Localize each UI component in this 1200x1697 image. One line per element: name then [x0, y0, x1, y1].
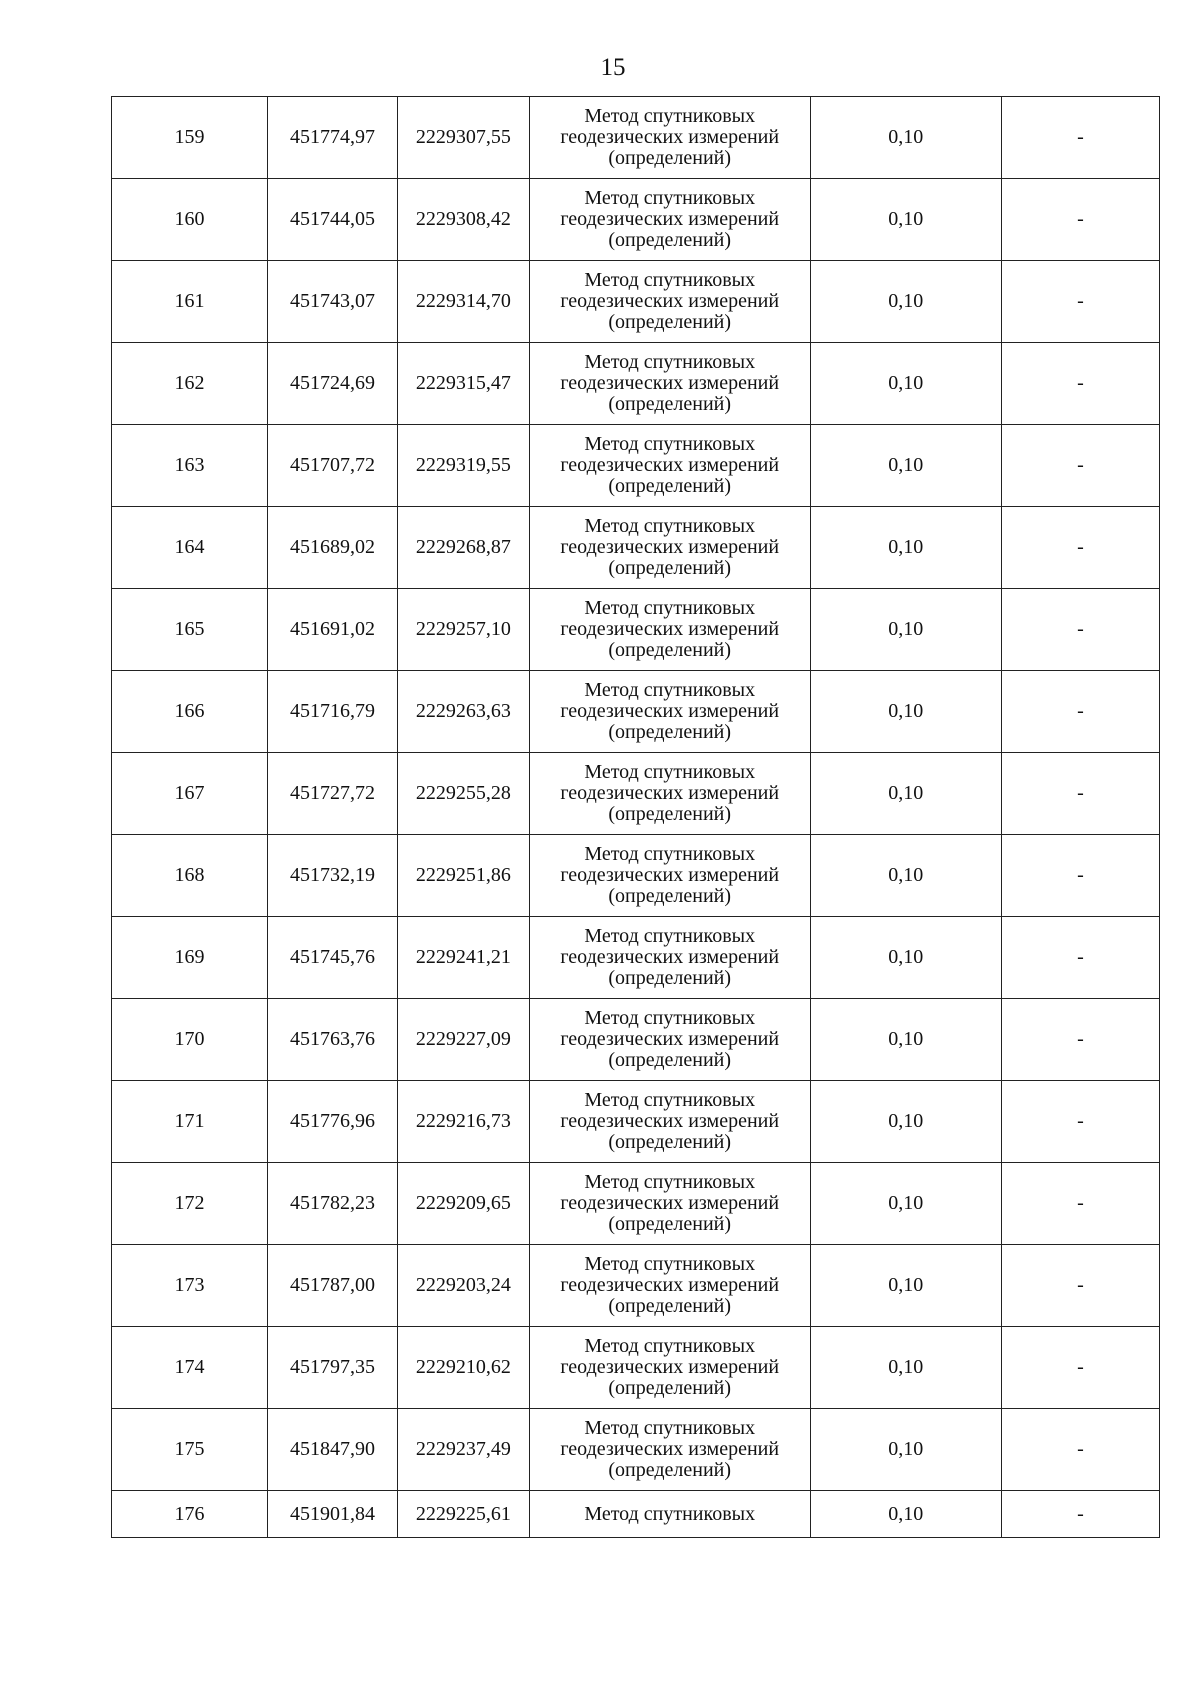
method-line: геодезических измерений [560, 1110, 780, 1132]
note-cell: - [1001, 999, 1159, 1081]
method-line: Метод спутниковых [584, 597, 756, 619]
point-number-cell: 175 [112, 1409, 268, 1491]
method-cell [529, 917, 810, 999]
y-coordinate-cell: 2229263,63 [397, 671, 529, 753]
y-coordinate-cell: 2229209,65 [397, 1163, 529, 1245]
y-coordinate-cell: 2229210,62 [397, 1327, 529, 1409]
x-coordinate-cell: 451716,79 [268, 671, 398, 753]
accuracy-cell: 0,10 [810, 753, 1001, 835]
accuracy-cell: 0,10 [810, 261, 1001, 343]
method-cell [529, 179, 810, 261]
y-coordinate-cell: 2229225,61 [397, 1491, 529, 1538]
note-cell: - [1001, 1327, 1159, 1409]
note-cell: - [1001, 179, 1159, 261]
y-coordinate-cell: 2229216,73 [397, 1081, 529, 1163]
accuracy-cell: 0,10 [810, 179, 1001, 261]
x-coordinate-cell: 451743,07 [268, 261, 398, 343]
point-number-cell: 160 [112, 179, 268, 261]
method-cell [529, 589, 810, 671]
point-number-cell: 159 [112, 97, 268, 179]
x-coordinate-cell: 451774,97 [268, 97, 398, 179]
table-row [112, 1409, 1160, 1491]
x-coordinate-cell: 451724,69 [268, 343, 398, 425]
method-line: (определений) [608, 147, 732, 169]
method-cell [529, 261, 810, 343]
method-line: геодезических измерений [560, 372, 780, 394]
note-cell: - [1001, 1081, 1159, 1163]
table-row [112, 753, 1160, 835]
note-cell: - [1001, 507, 1159, 589]
point-number-cell: 171 [112, 1081, 268, 1163]
x-coordinate-cell: 451776,96 [268, 1081, 398, 1163]
table-row [112, 97, 1160, 179]
accuracy-cell: 0,10 [810, 1163, 1001, 1245]
note-cell: - [1001, 1491, 1159, 1538]
y-coordinate-cell: 2229257,10 [397, 589, 529, 671]
y-coordinate-cell: 2229251,86 [397, 835, 529, 917]
method-line: Метод спутниковых [584, 843, 756, 865]
method-line: (определений) [608, 1049, 732, 1071]
method-line: геодезических измерений [560, 1438, 780, 1460]
table-row [112, 425, 1160, 507]
point-number-cell: 173 [112, 1245, 268, 1327]
x-coordinate-cell: 451744,05 [268, 179, 398, 261]
table-row [112, 261, 1160, 343]
method-line: геодезических измерений [560, 536, 780, 558]
x-coordinate-cell: 451689,02 [268, 507, 398, 589]
method-cell [529, 1245, 810, 1327]
method-line: геодезических измерений [560, 1274, 780, 1296]
method-line: Метод спутниковых [584, 1335, 756, 1357]
table-row [112, 1327, 1160, 1409]
table-row [112, 917, 1160, 999]
point-number-cell: 169 [112, 917, 268, 999]
point-number-cell: 161 [112, 261, 268, 343]
accuracy-cell: 0,10 [810, 835, 1001, 917]
y-coordinate-cell: 2229241,21 [397, 917, 529, 999]
page-number: 15 [600, 54, 626, 81]
method-line: (определений) [608, 475, 732, 497]
note-cell: - [1001, 753, 1159, 835]
y-coordinate-cell: 2229314,70 [397, 261, 529, 343]
note-cell: - [1001, 343, 1159, 425]
method-line: Метод спутниковых [584, 1089, 756, 1111]
point-number-cell: 162 [112, 343, 268, 425]
x-coordinate-cell: 451727,72 [268, 753, 398, 835]
method-line: (определений) [608, 1295, 732, 1317]
x-coordinate-cell: 451847,90 [268, 1409, 398, 1491]
method-line: геодезических измерений [560, 208, 780, 230]
accuracy-cell: 0,10 [810, 507, 1001, 589]
x-coordinate-cell: 451787,00 [268, 1245, 398, 1327]
point-number-cell: 165 [112, 589, 268, 671]
method-line: геодезических измерений [560, 290, 780, 312]
y-coordinate-cell: 2229203,24 [397, 1245, 529, 1327]
table-row [112, 1491, 1160, 1538]
point-number-cell: 164 [112, 507, 268, 589]
method-cell [529, 343, 810, 425]
note-cell: - [1001, 917, 1159, 999]
point-number-cell: 176 [112, 1491, 268, 1538]
method-line: Метод спутниковых [584, 1253, 756, 1275]
point-number-cell: 167 [112, 753, 268, 835]
x-coordinate-cell: 451691,02 [268, 589, 398, 671]
method-line: Метод спутниковых [584, 1417, 756, 1439]
method-line: Метод спутниковых [584, 269, 756, 291]
y-coordinate-cell: 2229227,09 [397, 999, 529, 1081]
method-line: (определений) [608, 639, 732, 661]
accuracy-cell: 0,10 [810, 1327, 1001, 1409]
method-line: (определений) [608, 393, 732, 415]
table-row [112, 507, 1160, 589]
table-row [112, 835, 1160, 917]
table-row [112, 1163, 1160, 1245]
method-line: Метод спутниковых [584, 761, 756, 783]
method-line: (определений) [608, 1131, 732, 1153]
note-cell: - [1001, 1409, 1159, 1491]
accuracy-cell: 0,10 [810, 97, 1001, 179]
point-number-cell: 166 [112, 671, 268, 753]
y-coordinate-cell: 2229237,49 [397, 1409, 529, 1491]
accuracy-cell: 0,10 [810, 999, 1001, 1081]
y-coordinate-cell: 2229308,42 [397, 179, 529, 261]
method-line: Метод спутниковых [584, 925, 756, 947]
y-coordinate-cell: 2229319,55 [397, 425, 529, 507]
method-line: (определений) [608, 311, 732, 333]
note-cell: - [1001, 261, 1159, 343]
method-line: геодезических измерений [560, 1192, 780, 1214]
accuracy-cell: 0,10 [810, 917, 1001, 999]
method-cell [529, 671, 810, 753]
table-row [112, 343, 1160, 425]
y-coordinate-cell: 2229268,87 [397, 507, 529, 589]
x-coordinate-cell: 451763,76 [268, 999, 398, 1081]
point-number-cell: 174 [112, 1327, 268, 1409]
method-cell [529, 1081, 810, 1163]
table-row [112, 1081, 1160, 1163]
method-cell [529, 425, 810, 507]
x-coordinate-cell: 451797,35 [268, 1327, 398, 1409]
method-cell: Метод спутниковых [529, 1491, 810, 1538]
accuracy-cell: 0,10 [810, 1245, 1001, 1327]
method-line: (определений) [608, 967, 732, 989]
method-line: геодезических измерений [560, 1028, 780, 1050]
x-coordinate-cell: 451707,72 [268, 425, 398, 507]
accuracy-cell: 0,10 [810, 425, 1001, 507]
method-line: Метод спутниковых [584, 351, 756, 373]
note-cell: - [1001, 425, 1159, 507]
accuracy-cell: 0,10 [810, 343, 1001, 425]
method-line: (определений) [608, 1459, 732, 1481]
x-coordinate-cell: 451782,23 [268, 1163, 398, 1245]
method-cell [529, 999, 810, 1081]
method-line: Метод спутниковых [584, 1007, 756, 1029]
table-row [112, 1245, 1160, 1327]
coordinates-table-body [112, 97, 1160, 1538]
y-coordinate-cell: 2229255,28 [397, 753, 529, 835]
method-line: (определений) [608, 1213, 732, 1235]
point-number-cell: 170 [112, 999, 268, 1081]
method-line: геодезических измерений [560, 1356, 780, 1378]
method-line: Метод спутниковых [584, 105, 756, 127]
note-cell: - [1001, 589, 1159, 671]
accuracy-cell: 0,10 [810, 671, 1001, 753]
method-line: геодезических измерений [560, 126, 780, 148]
method-cell [529, 753, 810, 835]
y-coordinate-cell: 2229315,47 [397, 343, 529, 425]
coordinates-table [111, 96, 1160, 1538]
table-row [112, 671, 1160, 753]
accuracy-cell: 0,10 [810, 589, 1001, 671]
x-coordinate-cell: 451732,19 [268, 835, 398, 917]
method-line: Метод спутниковых [584, 515, 756, 537]
accuracy-cell: 0,10 [810, 1491, 1001, 1538]
note-cell: - [1001, 671, 1159, 753]
method-cell [529, 835, 810, 917]
x-coordinate-cell: 451901,84 [268, 1491, 398, 1538]
note-cell: - [1001, 835, 1159, 917]
method-line: геодезических измерений [560, 946, 780, 968]
method-line: геодезических измерений [560, 618, 780, 640]
method-line: Метод спутниковых [584, 433, 756, 455]
method-cell [529, 507, 810, 589]
method-line: геодезических измерений [560, 454, 780, 476]
method-line: геодезических измерений [560, 782, 780, 804]
table-row [112, 589, 1160, 671]
method-line: Метод спутниковых [584, 679, 756, 701]
accuracy-cell: 0,10 [810, 1081, 1001, 1163]
x-coordinate-cell: 451745,76 [268, 917, 398, 999]
method-cell [529, 1163, 810, 1245]
y-coordinate-cell: 2229307,55 [397, 97, 529, 179]
method-line: (определений) [608, 803, 732, 825]
method-line: (определений) [608, 229, 732, 251]
method-cell [529, 97, 810, 179]
table-row [112, 999, 1160, 1081]
note-cell: - [1001, 1245, 1159, 1327]
method-line: геодезических измерений [560, 864, 780, 886]
method-line: (определений) [608, 721, 732, 743]
method-line: геодезических измерений [560, 700, 780, 722]
method-line: (определений) [608, 557, 732, 579]
point-number-cell: 172 [112, 1163, 268, 1245]
table-row [112, 179, 1160, 261]
method-cell [529, 1409, 810, 1491]
method-line: Метод спутниковых [584, 187, 756, 209]
method-line: Метод спутниковых [584, 1171, 756, 1193]
point-number-cell: 163 [112, 425, 268, 507]
point-number-cell: 168 [112, 835, 268, 917]
method-line: (определений) [608, 1377, 732, 1399]
accuracy-cell: 0,10 [810, 1409, 1001, 1491]
note-cell: - [1001, 97, 1159, 179]
method-line: (определений) [608, 885, 732, 907]
method-cell [529, 1327, 810, 1409]
note-cell: - [1001, 1163, 1159, 1245]
